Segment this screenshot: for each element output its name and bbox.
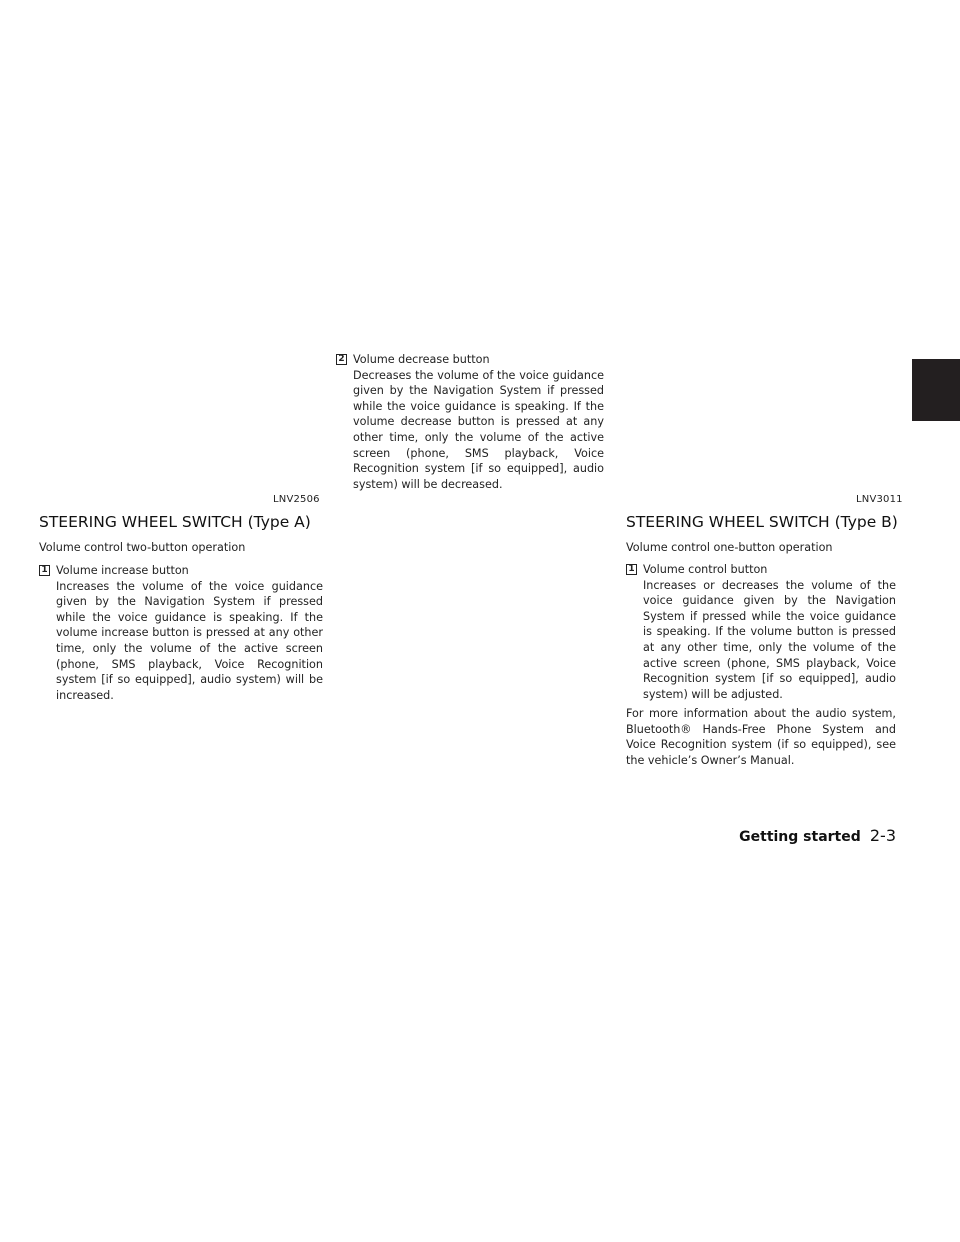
callout-2-icon: 2 [336,354,347,365]
figure-label-b: LNV3011 [856,494,903,505]
item-description: Increases the volume of the voice guidance given by the Navigation System if pressed while the voice guidance is speaking. If the volume increase button is pressed at any other time, only the volume of the active screen (phone, SMS playback, Voice Recognition system [if so equipped], audio system) will be increased. [56,579,323,702]
section-a-item-2 [336,352,604,492]
figure-label-a: LNV2506 [273,494,320,505]
item-description: Decreases the volume of the voice guidance given by the Navigation System if pressed while the voice guidance is speaking. If the volume decrease button is pressed at any other time, only the volume of the active screen (phone, SMS playback, Voice Recognition system [if so equipped], audio system) will be decreased. [353,368,604,491]
callout-1-icon: 1 [39,565,50,576]
section-a-intro: Volume control two-button operation [39,541,246,554]
item-title: Volume increase button [56,564,189,577]
item-description: Increases or decreases the volume of the voice guidance given by the Navigation System if pressed while the voice guidance is speaking. If the volume button is pressed at any other time, only the volume of the active screen (phone, SMS playback, Voice Recognition system [if so equipped], audio system) will be adjusted. [643,578,896,701]
chapter-thumb-tab [912,359,960,421]
section-b-intro: Volume control one-button operation [626,541,833,554]
section-b-note: For more information about the audio system, Bluetooth® Hands-Free Phone System and Voice Recognition system (if so equipped), see the vehicle’s Owner’s Manual. [626,707,896,767]
item-title: Volume decrease button [353,353,490,366]
item-title: Volume control button [643,563,768,576]
footer-section-title: Getting started [739,829,861,845]
section-b-heading: STEERING WHEEL SWITCH (Type B) [626,513,898,531]
callout-1-icon: 1 [626,564,637,575]
section-b-item-1 [626,562,896,702]
section-a-item-1 [39,563,323,703]
section-a-heading: STEERING WHEEL SWITCH (Type A) [39,513,311,531]
page-footer [739,826,896,845]
footer-page-number: 2-3 [869,826,896,845]
